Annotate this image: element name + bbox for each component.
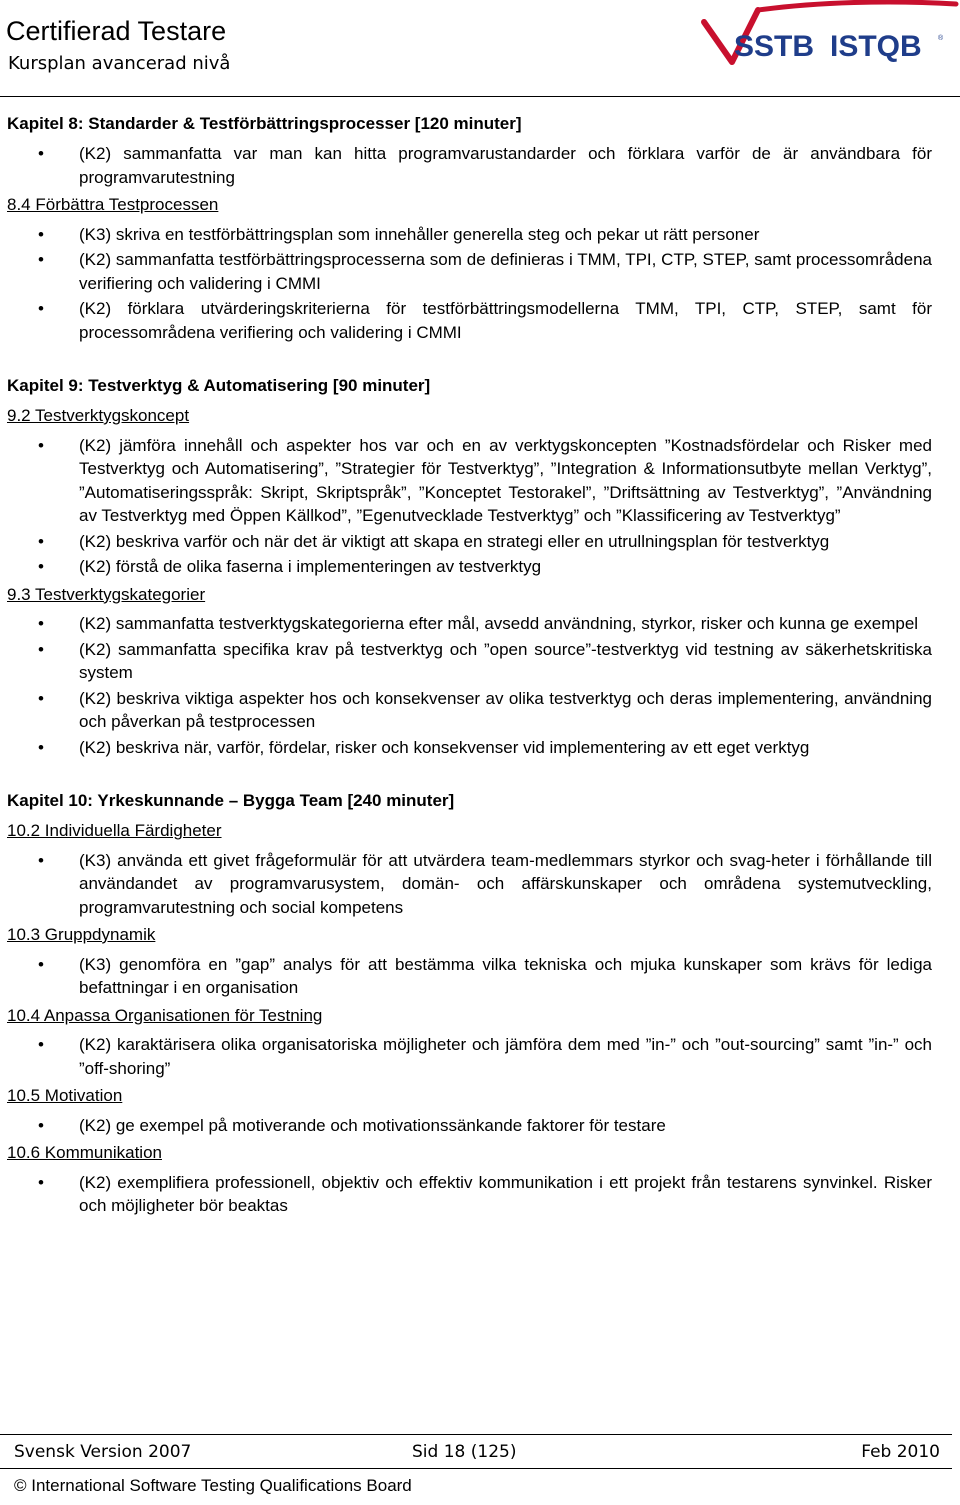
section-10-3-list [0,953,932,1000]
logo-sstb-text: SSTB [734,30,815,63]
footer-page-number: Sid 18 (125) [412,1442,517,1462]
section-9-3-list [0,612,932,759]
section-10-4-list [0,1033,932,1080]
list-item: • (K2) beskriva varför och när det är viktigt att skapa en strategi eller en utrullningsplan för testverktyg [0,530,932,554]
list-item: • (K2) beskriva viktiga aspekter hos och konsekvenser av olika testverktyg och deras implementering, användning och påverkan på testprocessen [0,687,932,734]
section-8-4-title: 8.4 Förbättra Testprocessen [7,195,219,214]
chapter-8-title: Kapitel 8: Standarder & Testförbättringsprocesser [120 minuter] [7,114,522,133]
list-item: • (K2) förklara utvärderingskriterierna för testförbättringsmodellerna TMM, TPI, CTP, STEP, samt för processområdena verifiering och validering i CMMI [0,297,932,344]
page-header [0,0,960,96]
section-10-2-title: 10.2 Individuella Färdigheter [7,821,222,840]
section-9-2-title: 9.2 Testverktygskoncept [7,406,190,425]
sstb-istqb-logo [698,0,960,96]
chapter-9-title: Kapitel 9: Testverktyg & Automatisering [90 minuter] [7,376,431,395]
list-item: • (K2) jämföra innehåll och aspekter hos var och en av verktygskoncepten ”Kostnadsfördelar och Risker med Testverktyg och Automatisering”, ”Strategier för Testverktyg”, ”Integration & Informationsutbyte mellan Verktyg”, ”Automatiseringsspråk: Skript, Skriptspråk”, ”Konceptet Testorakel”, ”Driftsättning av Testverktyg”, ”Användning av Testverktyg med Öppen Källkod”, ”Egenutvecklade Testverktyg” och ”Klassificering av Testverktyg” [0,434,932,528]
syllabus-content [0,112,932,1220]
section-10-4-title: 10.4 Anpassa Organisationen för Testning [7,1005,323,1025]
footer-divider-top [0,1434,952,1435]
footer-info-row [0,1439,952,1465]
document-subtitle: Kursplan avancerad nivå [8,53,231,74]
section-10-2-list [0,849,932,920]
list-item: • (K2) ge exempel på motiverande och motivationssänkande faktorer för testare [0,1114,932,1138]
svg-text:®: ® [938,35,944,42]
list-item: • (K2) sammanfatta testförbättringsprocesserna som de definieras i TMM, TPI, CTP, STEP, samt processområdena verifiering och validering i CMMI [0,248,932,295]
list-item: • (K3) skriva en testförbättringsplan som innehåller generella steg och pekar ut rätt personer [0,223,932,247]
section-10-5-list [0,1114,932,1138]
footer-version: Svensk Version 2007 [14,1442,192,1462]
list-item: • (K2) karaktärisera olika organisatoriska möjligheter och jämföra dem med ”in-” och ”out-sourcing” samt ”in-” och ”off-shoring” [0,1033,932,1080]
list-item: • (K2) beskriva när, varför, fördelar, risker och konsekvenser vid implementering av ett eget verktyg [0,736,932,760]
document-title: Certifierad Testare [6,16,227,46]
section-10-3-title: 10.3 Gruppdynamik [7,925,156,944]
chapter-10-title: Kapitel 10: Yrkeskunnande – Bygga Team [240 minuter] [7,791,455,810]
list-item: • (K2) sammanfatta var man kan hitta programvarustandarder och förklara varför de är användbara för programvarutestning [0,142,932,189]
chapter-8-list [0,142,932,189]
section-10-6-title: 10.6 Kommunikation [7,1143,162,1162]
section-10-6-list [0,1171,932,1218]
list-item: • (K3) använda ett givet frågeformulär för att utvärdera team-medlemmars styrkor och svag-heter i förhållande till användandet av programvarusystem, domän- och affärskunskaper och områdena systemutveckling, programvarutestning och social kompetens [0,849,932,920]
list-item: • (K2) sammanfatta specifika krav på testverktyg och ”open source”-testverktyg vid testning av säkerhetskritiska system [0,638,932,685]
footer-copyright: © International Software Testing Qualifications Board [14,1476,412,1495]
footer-date: Feb 2010 [861,1442,940,1462]
list-item: • (K2) exemplifiera professionell, objektiv och effektiv kommunikation i ett projekt från testarens synvinkel. Risker och möjligheter bör beaktas [0,1171,932,1218]
list-item: • (K3) genomföra en ”gap” analys för att bestämma vilka tekniska och mjuka kunskaper som krävs för lediga befattningar i en organisation [0,953,932,1000]
section-9-2-list [0,434,932,579]
list-item: • (K2) sammanfatta testverktygskategorierna efter mål, avsedd användning, styrkor, risker och kunna ge exempel [0,612,932,636]
section-8-4-list [0,223,932,345]
section-9-3-title: 9.3 Testverktygskategorier [7,584,206,604]
footer-divider-bottom [0,1468,952,1469]
header-divider [0,96,960,97]
list-item: • (K2) förstå de olika faserna i implementeringen av testverktyg [0,555,932,579]
logo-istqb-text: ISTQB [830,30,922,63]
section-10-5-title: 10.5 Motivation [7,1086,123,1105]
